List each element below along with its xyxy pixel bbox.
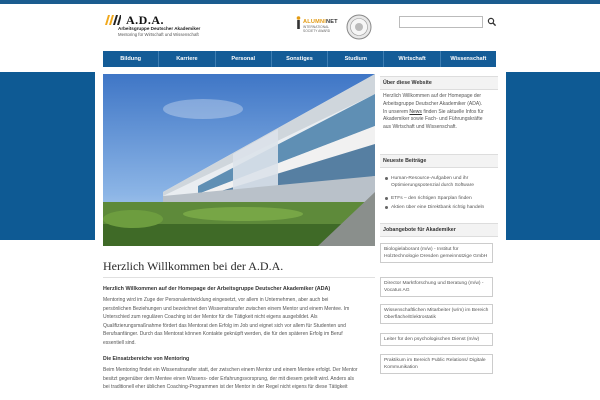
award-figure-icon bbox=[295, 16, 302, 30]
logo-subtitle: Arbeitsgruppe Deutscher Akademiker bbox=[118, 26, 201, 31]
widget-title-about: Über diese Website bbox=[380, 76, 498, 90]
logo-title: A.D.A. bbox=[126, 13, 164, 27]
post-link[interactable]: Human-Resource-Aufgaben und ihr Optimierungspotenzial durch Software bbox=[383, 175, 495, 189]
nav-item-wissenschaft[interactable]: Wissenschaft bbox=[450, 56, 487, 62]
post-link[interactable]: ETFs – den richtigen Sparplan finden bbox=[383, 195, 495, 202]
job-offer-item[interactable]: Biologielaborant (m/w) - Institut für Holztechnologie Dresden gemeinnützige GmbH bbox=[380, 243, 493, 263]
search-icon[interactable] bbox=[487, 17, 497, 27]
paragraph-line: Qualifizierungsmaßnahme fördert das Mentorat den Erfolg im Job und eignet sich vor allem für Studenten und bbox=[103, 322, 346, 329]
section-heading: Die Einsatzbereiche von Mentoring bbox=[103, 356, 190, 362]
hero-image-campus-building bbox=[103, 74, 375, 246]
award-name: ALUMNINET bbox=[303, 19, 338, 25]
about-line: Herzlich Willkommen auf der Homepage der bbox=[383, 93, 482, 99]
university-seal-icon bbox=[346, 14, 372, 40]
job-offer-item[interactable]: Wissenschaftlichen Mitarbeiter (w/m) im Bereich Oberfläche/Elektrostatik bbox=[380, 304, 493, 324]
paragraph-line: bei traditionell eher üblichen Coaching-Programmen ist der Mentor in der Regel nicht eigens für diese Tätigkeit bbox=[103, 384, 348, 391]
job-offer-item[interactable]: Leiter für den psychologischen Dienst (m/w) bbox=[380, 333, 493, 346]
paragraph-line: Unterschied zum regulären Coaching ist der Mentor für die Tätigkeit nicht eigens ausgebildet. Als bbox=[103, 314, 318, 321]
alumni-award-logo bbox=[295, 15, 337, 41]
bullet-icon bbox=[385, 177, 388, 180]
nav-item-wirtschaft[interactable]: Wirtschaft bbox=[384, 51, 440, 67]
nav-item-bildung[interactable]: Bildung bbox=[103, 51, 159, 67]
page-title: Herzlich Willkommen bei der A.D.A. bbox=[103, 259, 284, 273]
logo-stripes-icon bbox=[105, 15, 121, 25]
title-divider bbox=[103, 277, 375, 278]
logo-tagline: Mentoring für Wirtschaft und Wissenschaft bbox=[118, 32, 199, 37]
bullet-icon bbox=[385, 197, 388, 200]
about-line: Akademiker sowie Fach- und Führungskräfte bbox=[383, 116, 483, 123]
paragraph-line: Mentoring wird im Zuge der Personalentwicklung eingesetzt, vor allem in Unternehmen, aber auch bei bbox=[103, 297, 329, 303]
nav-item-sonstiges[interactable]: Sonstiges bbox=[272, 51, 328, 67]
post-link[interactable]: Aktien über eine Direktbank richtig handeln bbox=[383, 204, 495, 211]
einsatz-paragraph bbox=[103, 366, 375, 392]
paragraph-line: persönlichen Beziehungen und bezeichnet den Wissenstransfer zwischen einem Mentor und einem Mentee. Im bbox=[103, 305, 350, 312]
paragraph-line: Beim Mentoring findet ein Wissenstransfer statt, der zwischen einem Mentor und einem Mentee erfolgt. Der Mentor bbox=[103, 367, 358, 373]
paragraph-line: essentiell sind. bbox=[103, 339, 136, 346]
intro-text: Herzlich Willkommen auf der Homepage der Arbeitsgruppe Deutscher Akademiker (ADA) bbox=[103, 286, 331, 292]
widget-title-jobs: Jobangebote für Akademiker bbox=[380, 223, 498, 237]
award-subtitle: INTERNATIONAL SOCIETY AWARD bbox=[303, 25, 331, 33]
about-line: Arbeitsgruppe Deutscher Akademiker (ADA). bbox=[383, 100, 483, 107]
news-link[interactable]: News bbox=[409, 108, 422, 115]
job-offer-item[interactable]: Praktikum im Bereich Public Relations/ Digitale Kommunikation bbox=[380, 354, 493, 374]
nav-item-personal[interactable]: Personal bbox=[216, 51, 272, 67]
paragraph-line: Berufsanfänger. Durch das Mentorat können Kontakte geknüpft werden, die für den späteren Erfolg im Beruf bbox=[103, 331, 343, 338]
job-offer-item[interactable]: Director Marktforschung und Beratung (m/w) - Vocatus AG bbox=[380, 277, 493, 297]
paragraph-line: besitzt gegenüber dem Mentee einen Wissens- oder Erfahrungsvorsprung, der mit diesem geteilt wird. Anders als bbox=[103, 375, 354, 382]
search-input[interactable] bbox=[399, 16, 483, 28]
about-text bbox=[383, 93, 495, 132]
widget-title-posts: Neueste Beiträge bbox=[380, 154, 498, 168]
about-line: aus Wirtschaft und Wissenschaft. bbox=[383, 124, 457, 131]
page-container bbox=[95, 4, 506, 400]
site-logo[interactable] bbox=[105, 15, 245, 45]
bullet-icon bbox=[385, 206, 388, 209]
nav-item-studium[interactable]: Studium bbox=[328, 51, 384, 67]
main-navigation bbox=[103, 51, 496, 67]
mentoring-paragraph bbox=[103, 296, 375, 348]
nav-item-karriere[interactable]: Karriere bbox=[159, 51, 215, 67]
about-line: In unserem News finden Sie aktuelle Infos für bbox=[383, 108, 484, 115]
